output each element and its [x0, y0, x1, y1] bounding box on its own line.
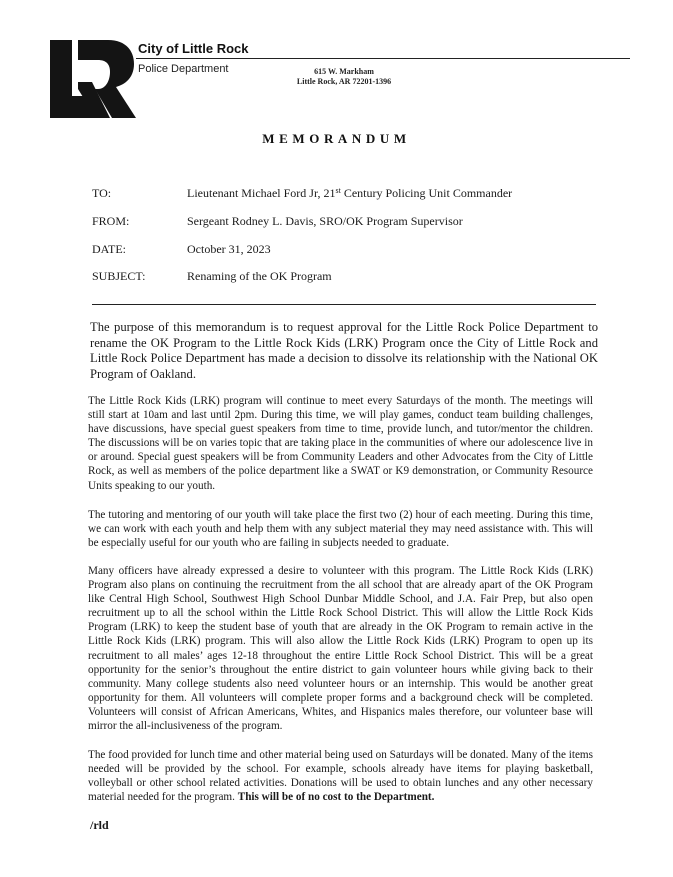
intro-paragraph: The purpose of this memorandum is to request approval for the Little Rock Police Department to rename the OK Program to the Little Rock Kids (LRK) Program once the City of Little Rock and Little Rock Police Department has made a decision to dissolve its relationship with the National OK Program of Oakland. [90, 320, 598, 381]
subject-value: Renaming of the OK Program [187, 269, 332, 283]
donations-paragraph [88, 748, 593, 804]
no-cost-statement: This will be of no cost to the Department. [237, 791, 435, 804]
body-divider [92, 304, 596, 305]
author-initials: /rld [90, 818, 109, 832]
address-block [280, 67, 408, 87]
address-line-1: 615 W. Markham [314, 67, 374, 76]
volunteers-paragraph: Many officers have already expressed a desire to volunteer with this program. The Little Rock Kids (LRK) Program also plans on continuing the recruitment from the all school that are already apart of the OK Program like Central High School, Southwest High School Dunbar Middle School, and J.A. Fair Prep, but also open recruitment up to all the school within the Little Rock School District. This will allow the Little Rock Kids Program (LRK) to keep the student base of youth that are already in the OK Program to remain active in the Little Rock Kids (LRK) program. This will also allow the Little Rock Kids (LRK) Program to open up its recruitment to all males’ ages 12-18 throughout the entire Little Rock School District. This will be a great opportunity for the senior’s throughout the entire district to gain volunteer hours while giving back to their community. Many college students also need volunteer hours or an internship. This would be another great opportunity for them. All volunteers will complete proper forms and a background check will be completed. Volunteers will consist of African Americans, Whites, and Hispanics males therefore, our volunteer base will mirror the all-inclusiveness of the program. [88, 565, 593, 733]
to-value-rest: Century Policing Unit Commander [340, 186, 513, 200]
subject-label: SUBJECT: [92, 269, 146, 283]
tutoring-paragraph: The tutoring and mentoring of our youth will take place the first two (2) hour of each meeting. During this time, we can work with each youth and help them with any subject material they may need assistance with. This will be especially useful for our youth who are failing in subjects needed to graduate. [88, 509, 593, 550]
header-divider [136, 58, 630, 59]
org-name: City of Little Rock [138, 41, 249, 56]
to-value-sup: st [335, 186, 341, 195]
memo-title: MEMORANDUM [262, 131, 411, 146]
from-value: Sergeant Rodney L. Davis, SRO/OK Program Supervisor [187, 214, 463, 228]
from-label: FROM: [92, 214, 130, 228]
address-line-2: Little Rock, AR 72201-1396 [296, 77, 392, 86]
donations-text: The food provided for lunch time and other material being used on Saturdays will be donated. Many of the items needed will be provided by the school. For example, schools already have items for playing basketball, volleyball or other school related activities. Donations will be used to obtain lunches and any other necessary material needed for the program. [88, 749, 593, 804]
to-value-main: Lieutenant Michael Ford Jr, 21 [187, 186, 336, 200]
department-name: Police Department [138, 63, 229, 75]
lr-monogram-icon [50, 40, 136, 118]
to-label: TO: [92, 186, 112, 200]
date-value: October 31, 2023 [187, 242, 271, 256]
program-schedule-paragraph: The Little Rock Kids (LRK) program will continue to meet every Saturdays of the month. The meetings will still start at 10am and last until 2pm. During this time, we will play games, conduct team building challenges, have discussions, have special guest speakers from time to time, provide lunch, and tutor/mentor the children. The discussions will be on varies topic that are taking place in the communities of where our adolescence live in or around. Special guest speakers will be from Community Leaders and other Advocates from the City of Little Rock, as well as members of the police department like a SWAT or K9 demonstration, or Community Resource Units speaking to our youth. [88, 395, 593, 492]
date-label: DATE: [92, 242, 126, 256]
to-value [187, 186, 512, 201]
